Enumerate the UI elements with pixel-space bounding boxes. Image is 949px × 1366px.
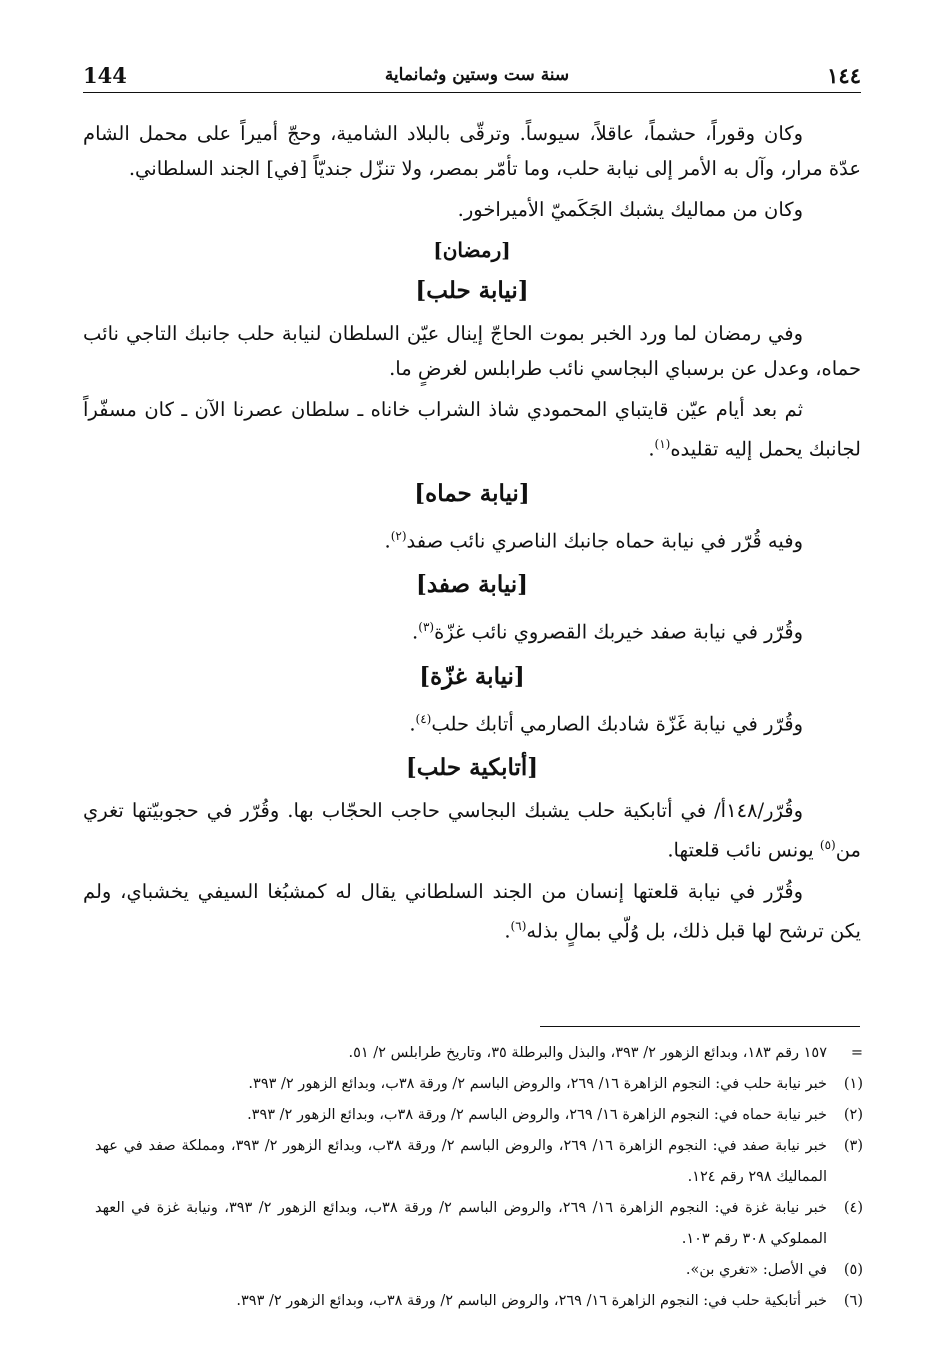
footnote: (١) خبر نيابة حلب في: النجوم الزاهرة ١٦/ ٢٦٩، والروض الباسم ٢/ ورقة ٣٨ب، وبدائع الزهور ٢/ ٣٩٣. <box>248 1076 863 1092</box>
footnote-ref[interactable]: (٣) <box>418 620 435 634</box>
footnotes <box>95 1038 863 1317</box>
footnote-ref[interactable]: (٦) <box>510 918 527 933</box>
page-number-latin: 144 <box>83 62 127 88</box>
paragraph: وفي رمضان لما ورد الخبر بموت الحاجّ إينال عيّن السلطان لنيابة حلب جانبك التاجي نائب حماه، وعدل عن برسباي البجاسي نائب طرابلس لغرضٍ ما. <box>83 322 861 380</box>
section-heading-safad: [نيابة صفد] <box>415 571 529 598</box>
paragraph: وفيه قُرّر في نيابة حماه جانبك الناصري نائب صفد$^{(٢)}$. <box>384 528 803 552</box>
paragraph: وقُرّر/١٤٨أ/ في أتابكية حلب يشبك البجاسي حاجب الحجّاب بها. وقُرّر في حجوبيّتها تغري من$^{(٥)}$ يونس نائب قلعتها. <box>83 799 861 862</box>
running-title: سنة ست وستين وثمانماية <box>384 65 570 85</box>
section-heading-atabak: [أتابكية حلب] <box>405 754 539 781</box>
paragraph: وقُرّر في نيابة قلعتها إنسان من الجند السلطاني يقال له كمشبُغا السيفي يخشباي، ولم يكن ترشح لها قبل ذلك، بل وُلّي بمالٍ بذله$^{(٦)}$. <box>83 879 861 942</box>
footnote: (٣) خبر نيابة صفد في: النجوم الزاهرة ١٦/ ٢٦٩، والروض الباسم ٢/ ورقة ٣٨ب، وبدائع الزهور ٢/ ٣٩٣، ومملكة صفد في عهد المماليك ٢٩٨ رقم ١٢٤. <box>95 1138 863 1185</box>
footnote-divider <box>540 1026 860 1027</box>
section-heading-ramadan: [رمضان] <box>433 238 511 262</box>
footnote: (٦) خبر أتابكية حلب في: النجوم الزاهرة ١٦/ ٢٦٩، والروض الباسم ٢/ ورقة ٣٨ب، وبدائع الزهور ٢/ ٣٩٣. <box>236 1293 863 1309</box>
main-text <box>83 116 861 954</box>
footnote-ref[interactable]: (٤) <box>415 711 432 726</box>
footnote-ref[interactable]: (١) <box>654 437 671 451</box>
section-heading-hama: [نيابة حماه] <box>414 479 530 507</box>
paragraph: ثم بعد أيام عيّن قايتباي المحمودي شاذ الشراب خاناه ـ سلطان عصرنا الآن ـ كان مسفّراً لجانبك يحمل إليه تقليده$^{(١)}$. <box>83 398 861 461</box>
footnote-ref[interactable]: (٥) <box>819 838 836 852</box>
page-number-arabic: ١٤٤ <box>827 62 861 88</box>
footnote: (٢) خبر نيابة حماه في: النجوم الزاهرة ١٦/ ٢٦٩، والروض الباسم ٢/ ورقة ٣٨ب، وبدائع الزهور ٢/ ٣٩٣. <box>247 1107 863 1123</box>
section-heading-aleppo: [نيابة حلب] <box>415 277 529 304</box>
paragraph: وقُرّر في نيابة غَزّة شادبك الصارمي أتابك حلب$^{(٤)}$. <box>409 711 803 735</box>
section-heading-gaza: [نيابة غزّة] <box>419 662 525 690</box>
paragraph: وكان وقوراً، حشماً، عاقلاً، سيوساً. وترقّى بالبلاد الشامية، وحجّ أميراً على محمل الشام عدّة مرار، وآل به الأمر إلى نيابة حلب، وما تأمّر بمصر، ولا تنزّل جنديّاً [في] الجند السلطاني. <box>83 122 861 180</box>
footnote: (٤) خبر نيابة غزة في: النجوم الزاهرة ١٦/ ٢٦٩، والروض الباسم ٢/ ورقة ٣٨ب، وبدائع الزهور ٢/ ٣٩٣، ونيابة غزة في العهد المملوكي ٣٠٨ رقم ١٠٣. <box>95 1200 863 1247</box>
paragraph: وكان من مماليك يشبك الجَكَميّ الأميراخور. <box>457 198 803 221</box>
paragraph: وقُرّر في نيابة صفد خيربك القصروي نائب غزّة$^{(٣)}$. <box>412 620 803 644</box>
footnote: = ١٥٧ رقم ١٨٣، وبدائع الزهور ٢/ ٣٩٣، والبذل والبرطلة ٣٥، وتاريخ طرابلس ٢/ ٥١. <box>348 1045 863 1061</box>
footnote-ref[interactable]: (٢) <box>390 528 407 543</box>
running-header <box>83 58 861 93</box>
footnote: (٥) في الأصل: «تغري بن». <box>685 1262 863 1278</box>
